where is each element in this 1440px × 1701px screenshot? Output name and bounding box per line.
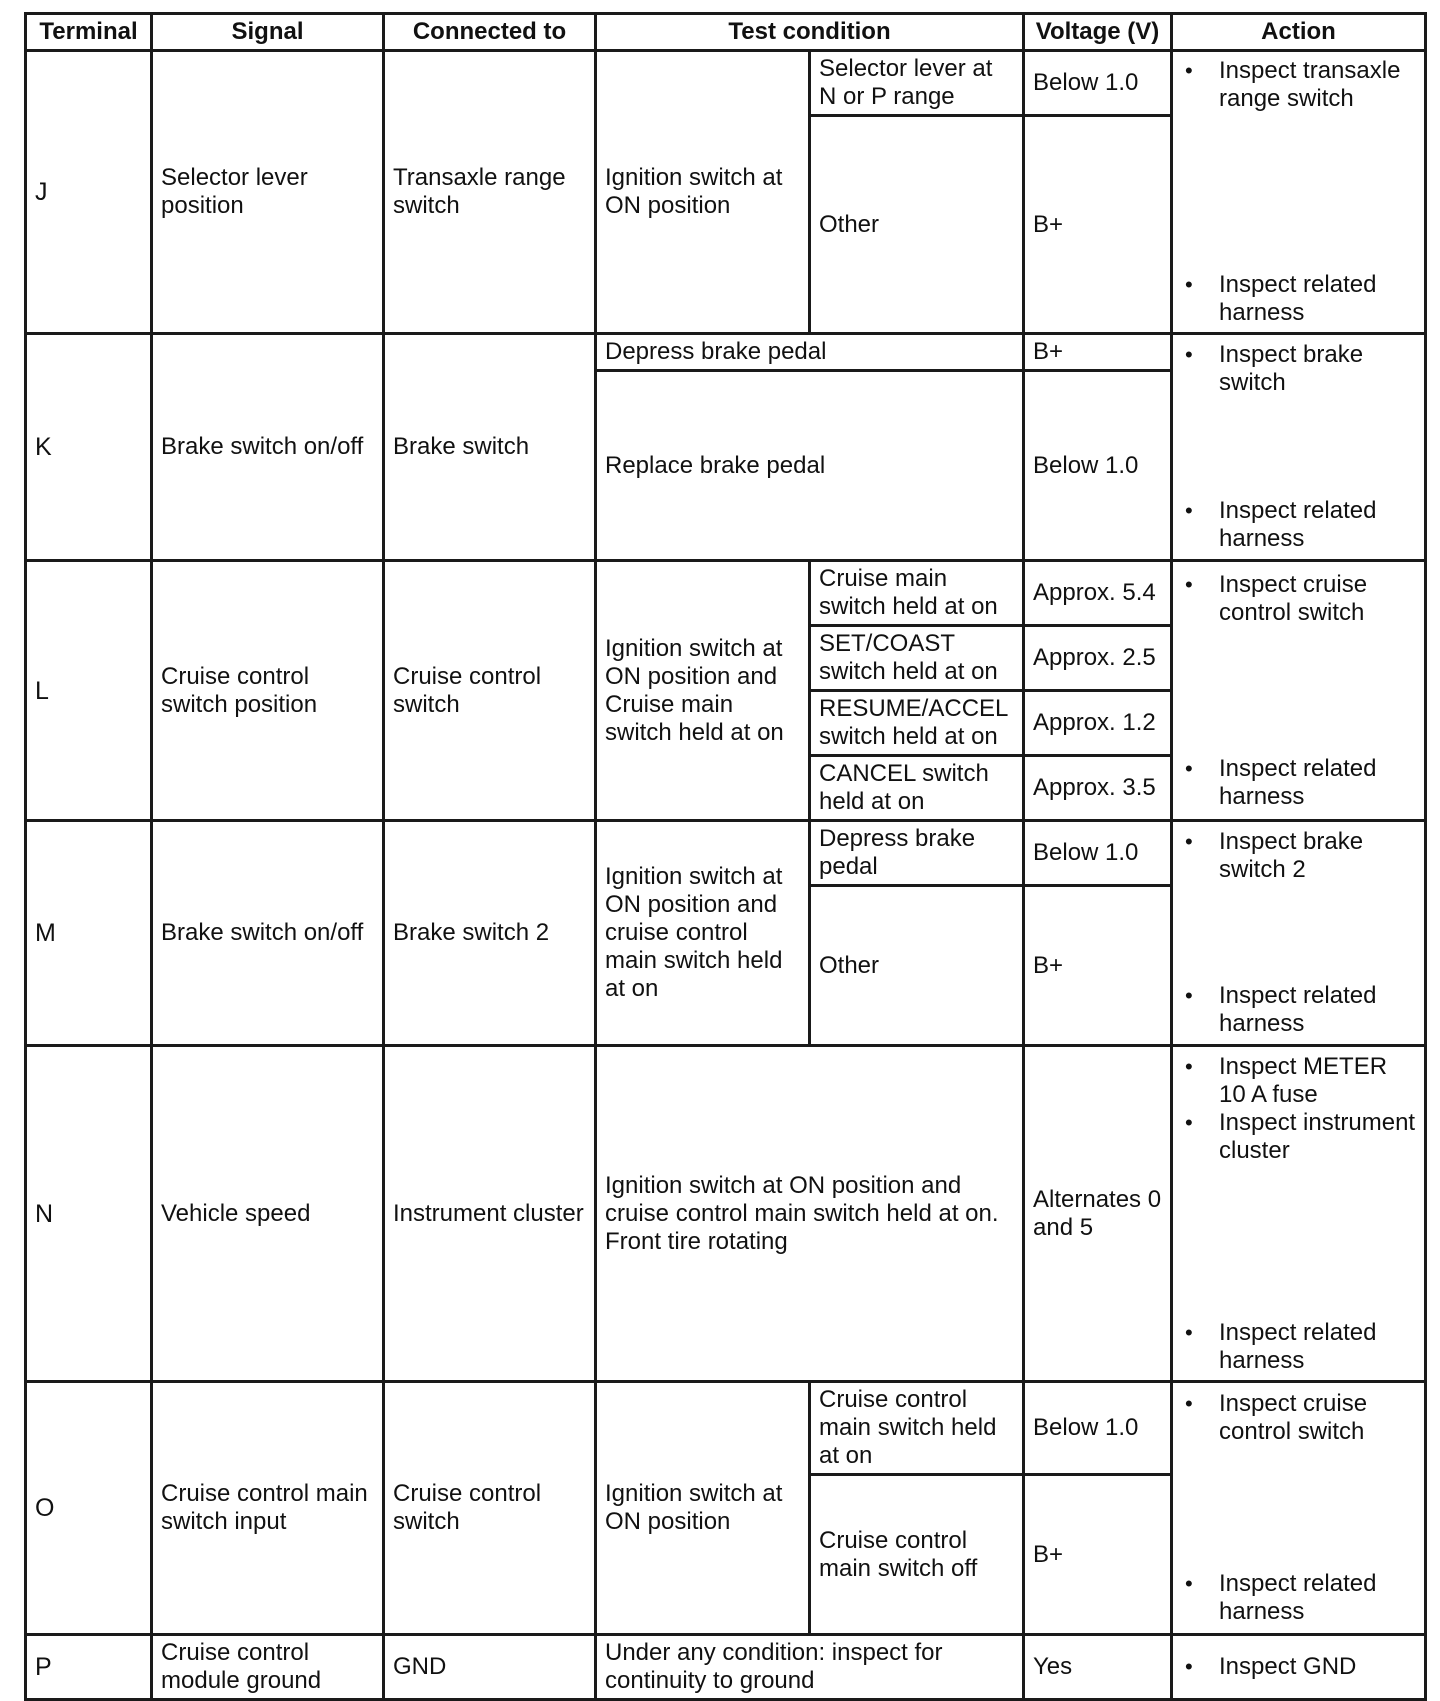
signal-cell: Brake switch on/off bbox=[152, 334, 384, 561]
signal-cell: Vehicle speed bbox=[152, 1046, 384, 1382]
bullet-dot-icon: • bbox=[1185, 829, 1193, 854]
action-cell bbox=[1172, 821, 1426, 1046]
action-cell bbox=[1172, 561, 1426, 821]
voltage-cell: Approx. 3.5 bbox=[1024, 756, 1172, 821]
sub-condition-cell: Other bbox=[810, 886, 1024, 1046]
action-item: • Inspect related harness bbox=[1181, 755, 1416, 811]
bullet-dot-icon: • bbox=[1185, 1391, 1193, 1416]
header-test-condition: Test condition bbox=[596, 14, 1024, 51]
header-connected-to: Connected to bbox=[384, 14, 596, 51]
test-condition-cell: Ignition switch at ON position and cruise control main switch held at on bbox=[596, 821, 810, 1046]
voltage-cell: Below 1.0 bbox=[1024, 821, 1172, 886]
bullet-dot-icon: • bbox=[1185, 342, 1193, 367]
action-item: • Inspect cruise control switch bbox=[1181, 571, 1416, 627]
terminal-cell: L bbox=[26, 561, 152, 821]
table-row bbox=[26, 51, 1426, 116]
voltage-cell: Alternates 0 and 5 bbox=[1024, 1046, 1172, 1382]
bullet-dot-icon: • bbox=[1185, 983, 1193, 1008]
action-cell bbox=[1172, 1382, 1426, 1635]
action-item: • Inspect cruise control switch bbox=[1181, 1390, 1416, 1446]
sub-condition-cell: RESUME/ACCEL switch held at on bbox=[810, 691, 1024, 756]
action-item: • Inspect related harness bbox=[1181, 271, 1416, 327]
bullet-dot-icon: • bbox=[1185, 58, 1193, 83]
voltage-cell: Yes bbox=[1024, 1635, 1172, 1700]
action-item: • Inspect related harness bbox=[1181, 1570, 1416, 1626]
action-cell bbox=[1172, 51, 1426, 334]
table-header-row bbox=[26, 14, 1426, 51]
sub-condition-cell: Selector lever at N or P range bbox=[810, 51, 1024, 116]
bullet-dot-icon: • bbox=[1185, 755, 1193, 781]
table-row bbox=[26, 821, 1426, 886]
table-row bbox=[26, 1635, 1426, 1700]
sub-condition-cell: Other bbox=[810, 116, 1024, 334]
table-row bbox=[26, 1046, 1426, 1382]
terminal-cell: M bbox=[26, 821, 152, 1046]
signal-cell: Cruise control switch position bbox=[152, 561, 384, 821]
sub-condition-cell: Depress brake pedal bbox=[810, 821, 1024, 886]
sub-condition-cell: Depress brake pedal bbox=[596, 334, 1024, 371]
voltage-cell: Below 1.0 bbox=[1024, 1382, 1172, 1475]
action-item: • Inspect brake switch 2 bbox=[1181, 828, 1416, 884]
terminal-cell: K bbox=[26, 334, 152, 561]
connected-to-cell: Cruise control switch bbox=[384, 1382, 596, 1635]
action-item: • Inspect METER 10 A fuse bbox=[1181, 1053, 1416, 1109]
bullet-dot-icon: • bbox=[1185, 1654, 1193, 1679]
header-voltage: Voltage (V) bbox=[1024, 14, 1172, 51]
action-item: • Inspect related harness bbox=[1181, 497, 1416, 553]
sub-condition-cell: SET/COAST switch held at on bbox=[810, 626, 1024, 691]
voltage-cell: B+ bbox=[1024, 886, 1172, 1046]
terminal-cell: P bbox=[26, 1635, 152, 1700]
bullet-dot-icon: • bbox=[1185, 1319, 1193, 1345]
voltage-cell: B+ bbox=[1024, 116, 1172, 334]
action-item: • Inspect instrument cluster bbox=[1181, 1109, 1416, 1165]
connected-to-cell: Brake switch 2 bbox=[384, 821, 596, 1046]
connected-to-cell: GND bbox=[384, 1635, 596, 1700]
connected-to-cell: Instrument cluster bbox=[384, 1046, 596, 1382]
table-row bbox=[26, 334, 1426, 371]
test-condition-cell: Ignition switch at ON position bbox=[596, 1382, 810, 1635]
signal-cell: Selector lever position bbox=[152, 51, 384, 334]
terminal-cell: O bbox=[26, 1382, 152, 1635]
signal-cell: Brake switch on/off bbox=[152, 821, 384, 1046]
voltage-cell: Approx. 5.4 bbox=[1024, 561, 1172, 626]
header-action: Action bbox=[1172, 14, 1426, 51]
sub-condition-cell: Cruise control main switch held at on bbox=[810, 1382, 1024, 1475]
action-item: • Inspect GND bbox=[1181, 1653, 1416, 1681]
voltage-cell: Below 1.0 bbox=[1024, 51, 1172, 116]
test-condition-cell: Under any condition: inspect for continuity to ground bbox=[596, 1635, 1024, 1700]
signal-cell: Cruise control module ground bbox=[152, 1635, 384, 1700]
table-row bbox=[26, 561, 1426, 626]
sub-condition-cell: Replace brake pedal bbox=[596, 371, 1024, 561]
terminal-cell: J bbox=[26, 51, 152, 334]
action-cell bbox=[1172, 334, 1426, 561]
sub-condition-cell: CANCEL switch held at on bbox=[810, 756, 1024, 821]
connected-to-cell: Brake switch bbox=[384, 334, 596, 561]
bullet-dot-icon: • bbox=[1185, 1053, 1193, 1079]
test-condition-cell: Ignition switch at ON position and Cruise main switch held at on bbox=[596, 561, 810, 821]
bullet-dot-icon: • bbox=[1185, 1571, 1193, 1596]
voltage-cell: Approx. 1.2 bbox=[1024, 691, 1172, 756]
action-cell bbox=[1172, 1046, 1426, 1382]
terminal-cell: N bbox=[26, 1046, 152, 1382]
voltage-cell: Below 1.0 bbox=[1024, 371, 1172, 561]
document-page bbox=[24, 12, 1424, 1701]
action-item: • Inspect related harness bbox=[1181, 1319, 1416, 1375]
test-condition-cell: Ignition switch at ON position and cruise control main switch held at on. Front tire rotating bbox=[596, 1046, 1024, 1382]
header-terminal: Terminal bbox=[26, 14, 152, 51]
terminal-voltage-table bbox=[24, 12, 1427, 1701]
action-item: • Inspect transaxle range switch bbox=[1181, 57, 1416, 113]
connected-to-cell: Cruise control switch bbox=[384, 561, 596, 821]
bullet-dot-icon: • bbox=[1185, 571, 1193, 597]
test-condition-cell: Ignition switch at ON position bbox=[596, 51, 810, 334]
voltage-cell: B+ bbox=[1024, 1475, 1172, 1635]
sub-condition-cell: Cruise control main switch off bbox=[810, 1475, 1024, 1635]
connected-to-cell: Transaxle range switch bbox=[384, 51, 596, 334]
bullet-dot-icon: • bbox=[1185, 1109, 1193, 1135]
action-item: • Inspect brake switch bbox=[1181, 341, 1416, 397]
bullet-dot-icon: • bbox=[1185, 272, 1193, 297]
table-row bbox=[26, 1382, 1426, 1475]
voltage-cell: Approx. 2.5 bbox=[1024, 626, 1172, 691]
action-item: • Inspect related harness bbox=[1181, 982, 1416, 1038]
signal-cell: Cruise control main switch input bbox=[152, 1382, 384, 1635]
action-cell bbox=[1172, 1635, 1426, 1700]
bullet-dot-icon: • bbox=[1185, 498, 1193, 523]
sub-condition-cell: Cruise main switch held at on bbox=[810, 561, 1024, 626]
voltage-cell: B+ bbox=[1024, 334, 1172, 371]
header-signal: Signal bbox=[152, 14, 384, 51]
